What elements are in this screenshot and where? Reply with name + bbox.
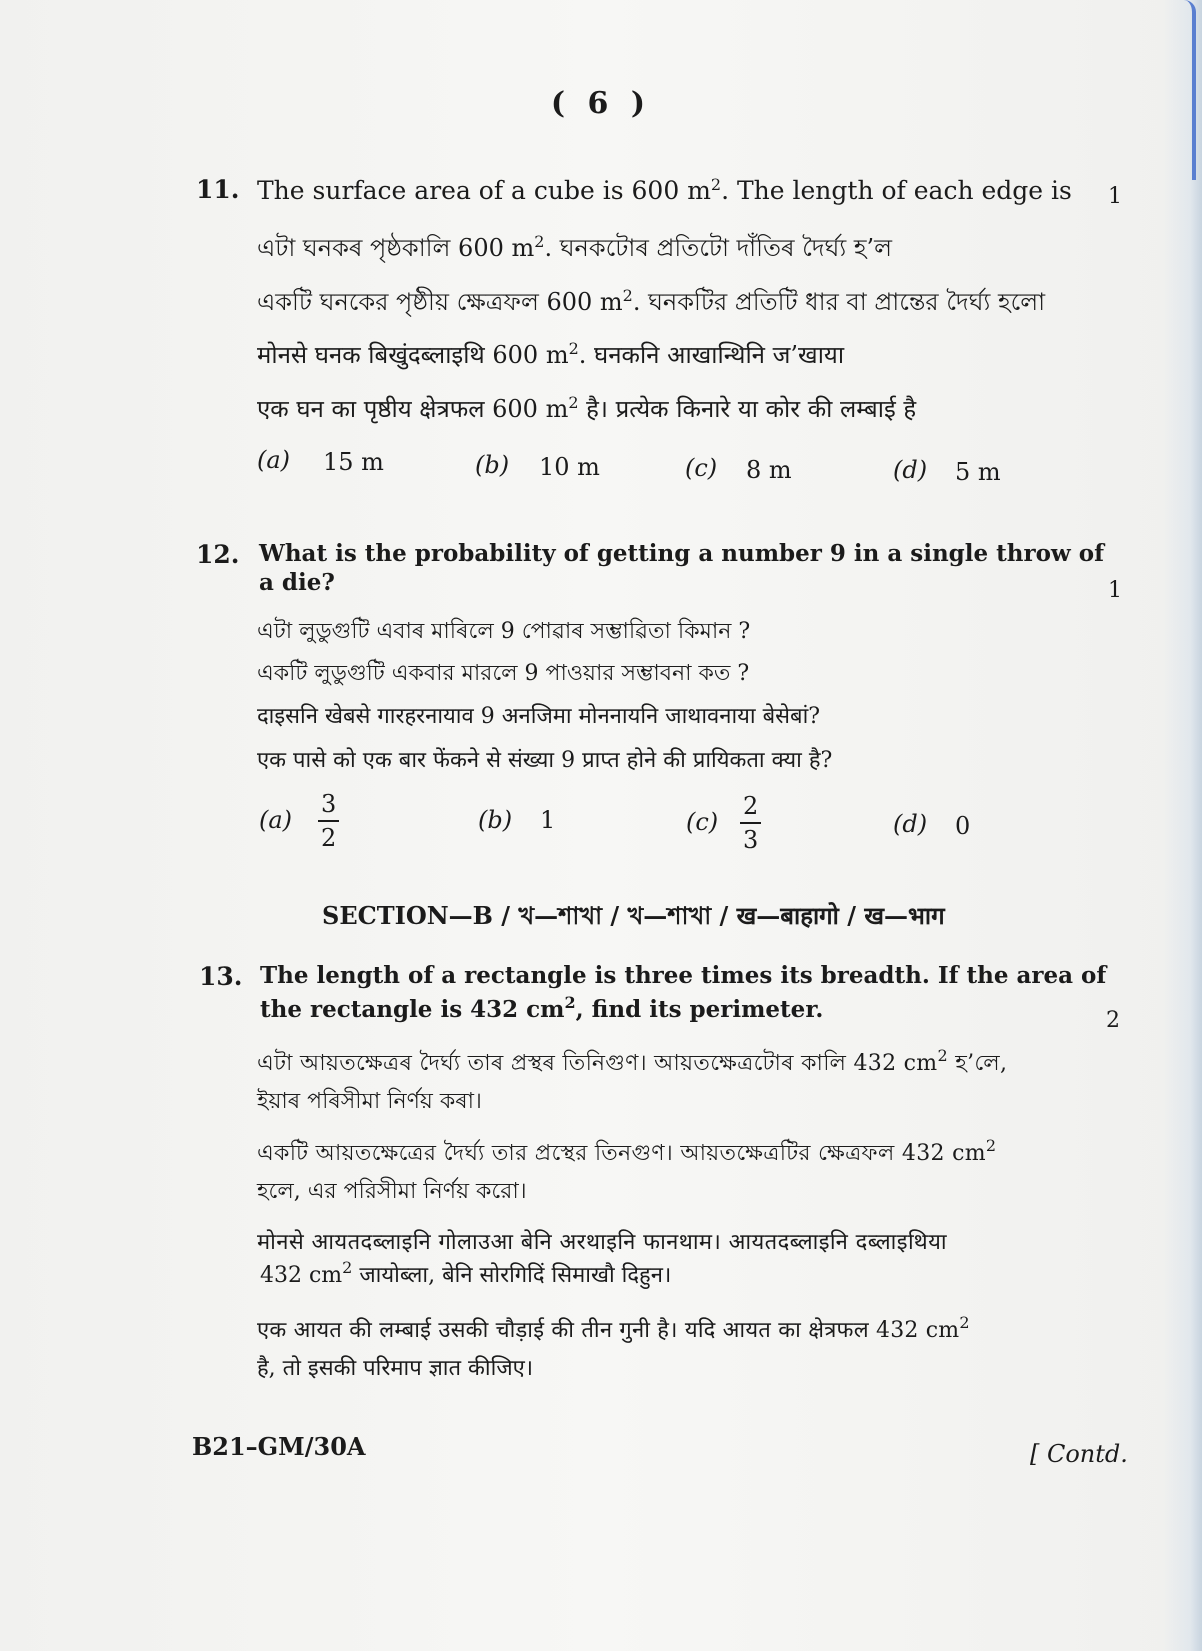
question-11-marks: 1 [1108, 184, 1122, 209]
question-13-bodo-line1: मोनसे आयतदब्लाइनि गोलाउआ बेनि अरथाइनि फानथाम। आयतदब्लाइनि दब्लाइथिया [257, 1230, 947, 1255]
question-13-assamese-line2: ইয়াৰ পৰিসীমা নিৰ্ণয় কৰা। [257, 1089, 482, 1114]
question-12-hindi: एक पासे को एक बार फेंकने से संख्या 9 प्राप्त होने की प्रायिकता क्या है? [257, 748, 833, 773]
question-12-option-d: (d) [893, 810, 928, 838]
question-11-number: 11. [196, 175, 240, 204]
question-11-option-a-value: 15 m [323, 448, 384, 476]
paper-code: B21–GM/30A [192, 1432, 366, 1461]
question-12-bengali: একটি লুডুগুটি একবার মারলে 9 পাওয়ার সম্ভাবনা কত ? [257, 661, 750, 686]
question-11-option-b-value: 10 m [539, 453, 600, 481]
question-11-option-b: (b) [475, 451, 510, 479]
question-12-option-c-fraction: $\frac{2}{3}$ [740, 790, 761, 856]
question-12-option-a: (a) [259, 806, 293, 834]
question-11-bengali: একটি ঘনকের পৃষ্ঠীয় ক্ষেত্রফল 600 $m^2$. ঘনকটির প্রতিটি ধার বা প্রান্তের দৈর্ঘ্য হলো [257, 286, 1046, 316]
question-11-option-c: (c) [685, 454, 718, 482]
question-11-option-d: (d) [893, 456, 928, 484]
question-13-bengali-line1: একটি আয়তক্ষেত্রের দৈর্ঘ্য তার প্রস্থের তিনগুণ। আয়তক্ষেত্রটির ক্ষেত্রফল 432 $cm^2$ [257, 1136, 997, 1166]
question-13-assamese-line1: এটা আয়তক্ষেত্ৰৰ দৈৰ্ঘ্য তাৰ প্ৰস্থৰ তিনিগুণ। আয়তক্ষেত্ৰটোৰ কালি 432 $cm^2$ হ’লে, [257, 1046, 1008, 1076]
question-11-option-a: (a) [257, 446, 291, 474]
question-12-option-b: (b) [478, 806, 513, 834]
question-12-option-b-value: 1 [540, 806, 556, 834]
question-13-hindi-line1: एक आयत की लम्बाई उसकी चौड़ाई की तीन गुनी है। यदि आयत का क्षेत्रफल 432 $cm^2$ [257, 1313, 970, 1343]
question-11-option-c-value: 8 m [746, 456, 792, 484]
question-13-bodo-line2: 432 $cm^2$ जायोब्ला, बेनि सोरगिदिं सिमाखौ दिहुन। [260, 1258, 672, 1288]
question-13-number: 13. [199, 962, 243, 991]
page-number: ( 6 ) [550, 86, 652, 121]
question-12-option-d-value: 0 [955, 812, 971, 840]
question-12-option-c: (c) [686, 808, 719, 836]
page-edge-shadow [1162, 0, 1202, 1651]
question-13-marks: 2 [1106, 1008, 1120, 1033]
question-11-bodo: मोनसे घनक बिखुंदब्लाइथि 600 $m^2$. घनकनि आखान्थिनि ज’खाया [257, 339, 845, 369]
question-11-assamese: এটা ঘনকৰ পৃষ্ঠকালি 600 $m^2$. ঘনকটোৰ প্ৰতিটো দাঁতিৰ দৈৰ্ঘ্য হ’ল [257, 232, 893, 262]
question-12-marks: 1 [1108, 578, 1122, 603]
question-13-english-line1: The length of a rectangle is three times its breadth. If the area of [260, 962, 1107, 989]
question-12-assamese: এটা লুডুগুটি এবাৰ মাৰিলে 9 পোৱাৰ সম্ভাৱিতা কিমান ? [257, 619, 751, 644]
question-12-number: 12. [196, 540, 240, 569]
continued-marker: [ Contd. [1030, 1440, 1128, 1468]
question-13-bengali-line2: হলে, এর পরিসীমা নির্ণয় করো। [257, 1179, 527, 1204]
question-11-hindi: एक घन का पृष्ठीय क्षेत्रफल 600 $m^2$ है। प्रत्येक किनारे या कोर की लम्बाई है [257, 393, 917, 423]
question-11-option-d-value: 5 m [955, 458, 1001, 486]
question-12-english-line2: a die? [259, 569, 335, 596]
question-13-english-line2: the rectangle is 432 $cm^2$, find its perimeter. [260, 993, 824, 1023]
section-b-heading: SECTION—B / খ—শাখা / খ—শাখা / ख—बाहागो / ख—भाग [322, 901, 945, 930]
question-13-hindi-line2: है, तो इसकी परिमाप ज्ञात कीजिए। [257, 1356, 534, 1381]
question-12-english-line1: What is the probability of getting a number 9 in a single throw of [259, 540, 1104, 567]
question-12-option-a-fraction: $\frac{3}{2}$ [318, 788, 339, 854]
question-12-bodo: दाइसनि खेबसे गारहरनायाव 9 अनजिमा मोननायनि जाथावनाया बेसेबां? [257, 704, 821, 729]
question-11-english: The surface area of a cube is 600 $m^2$. The length of each edge is [257, 175, 1072, 205]
